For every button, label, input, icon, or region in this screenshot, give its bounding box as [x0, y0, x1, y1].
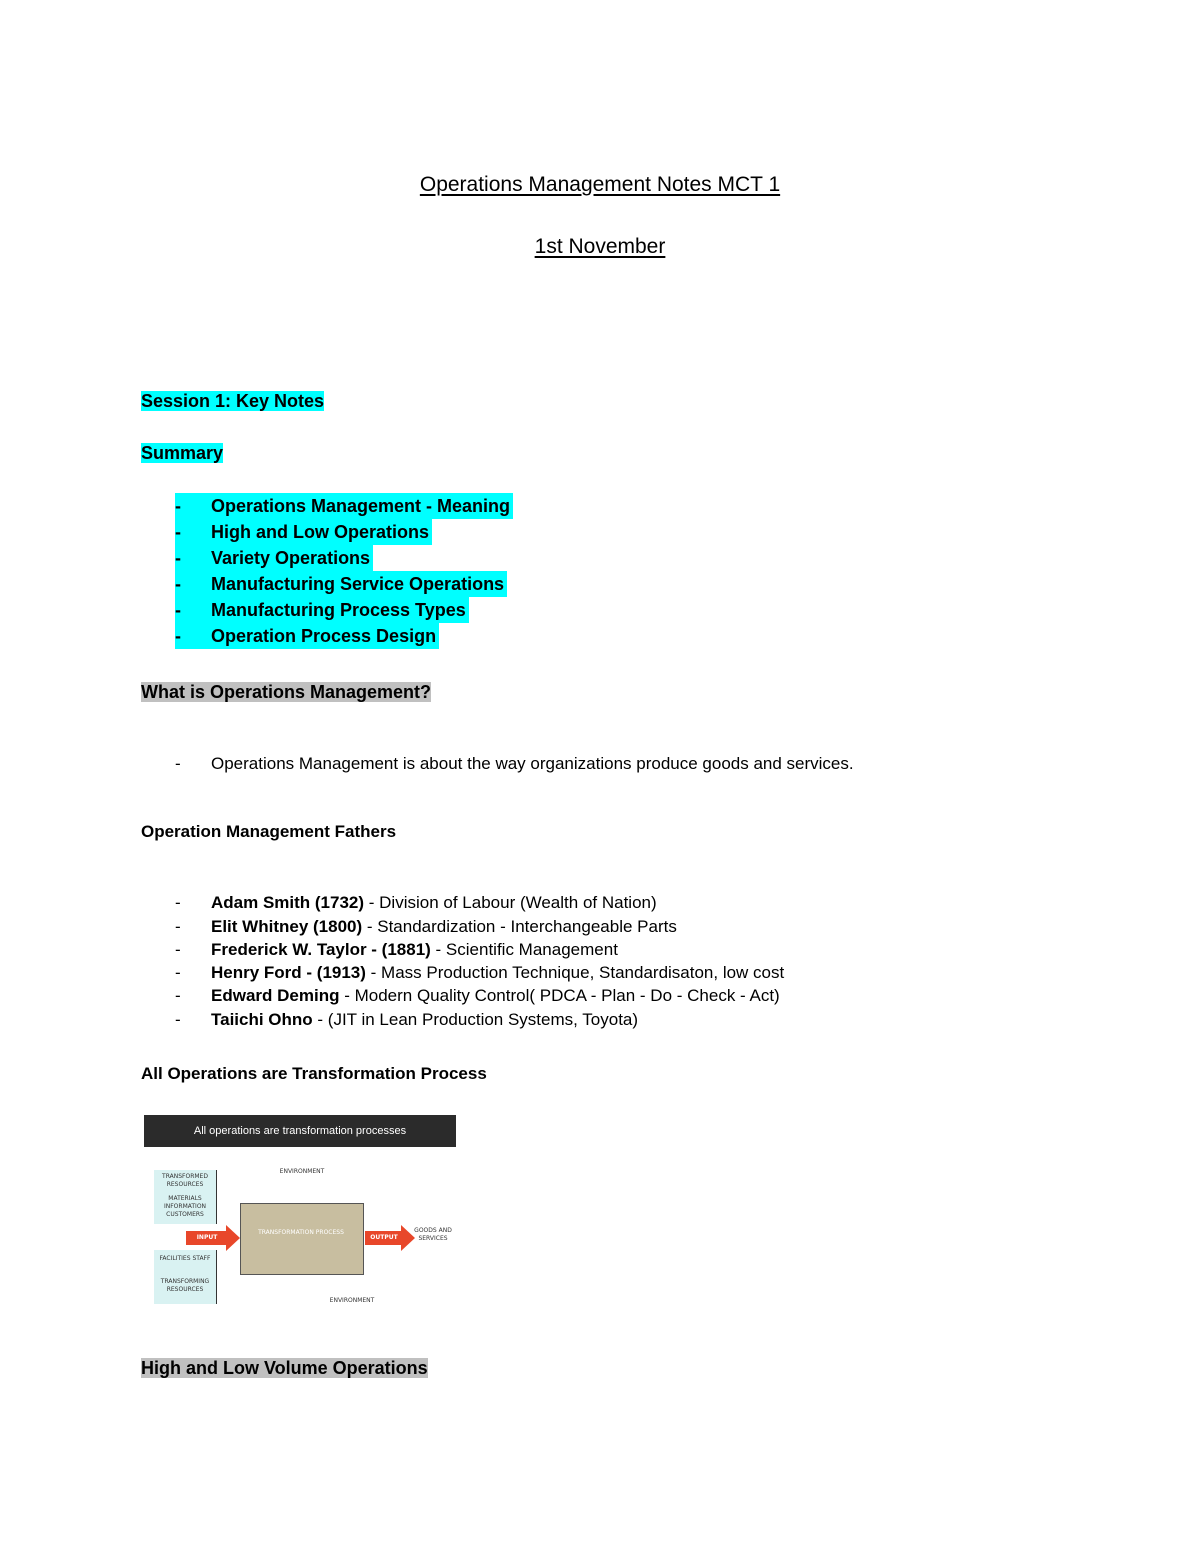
fathers-heading: Operation Management Fathers: [141, 822, 397, 841]
environment-top-label: ENVIRONMENT: [279, 1168, 325, 1175]
summary-heading-text: Summary: [141, 443, 224, 463]
transforming-resources-label: TRANSFORMING RESOURCES: [160, 1278, 210, 1293]
diagram-header: All operations are transformation processes: [144, 1115, 456, 1147]
father-item: - Frederick W. Taylor - (1881) - Scientific Management: [175, 940, 618, 959]
summary-item: - Operations Management - Meaning: [175, 493, 513, 519]
what-heading: [141, 679, 431, 705]
transform-heading: All Operations are Transformation Process: [141, 1064, 487, 1083]
father-item: - Edward Deming - Modern Quality Control( PDCA - Plan - Do - Check - Act): [175, 986, 780, 1005]
summary-item: - High and Low Operations: [175, 519, 432, 545]
input-label: INPUT: [196, 1234, 218, 1241]
session-heading: [141, 388, 324, 414]
page-date: 1st November: [534, 235, 666, 258]
summary-item: - Operation Process Design: [175, 623, 439, 649]
session-heading-text: Session 1: Key Notes: [141, 391, 325, 411]
process-label: TRANSFORMATION PROCESS: [258, 1229, 344, 1236]
environment-bottom-label: ENVIRONMENT: [329, 1297, 375, 1304]
father-item: - Taiichi Ohno - (JIT in Lean Production Systems, Toyota): [175, 1010, 639, 1029]
summary-item: - Variety Operations: [175, 545, 373, 571]
facilities-label: FACILITIES STAFF: [159, 1255, 211, 1262]
summary-heading: [141, 440, 223, 466]
volume-heading-text: High and Low Volume Operations: [141, 1358, 428, 1378]
process-box: [240, 1203, 364, 1275]
father-item: - Henry Ford - (1913) - Mass Production Technique, Standardisaton, low cost: [175, 963, 785, 982]
page-title: Operations Management Notes MCT 1: [419, 173, 781, 196]
father-item: - Elit Whitney (1800) - Standardization - Interchangeable Parts: [175, 917, 677, 936]
goods-services-label: GOODS AND SERVICES: [414, 1227, 452, 1242]
summary-item: - Manufacturing Process Types: [175, 597, 469, 623]
output-label: OUTPUT: [370, 1234, 398, 1241]
what-item: - Operations Management is about the way organizations produce goods and services.: [175, 754, 854, 773]
volume-heading: [141, 1355, 428, 1381]
transformation-diagram: [144, 1115, 456, 1307]
materials-label: MATERIALS INFORMATION CUSTOMERS: [163, 1195, 207, 1218]
transformed-resources-label: TRANSFORMED RESOURCES: [162, 1173, 208, 1188]
what-heading-text: What is Operations Management?: [141, 682, 432, 702]
father-item: - Adam Smith (1732) - Division of Labour (Wealth of Nation): [175, 893, 657, 912]
summary-item: - Manufacturing Service Operations: [175, 571, 507, 597]
